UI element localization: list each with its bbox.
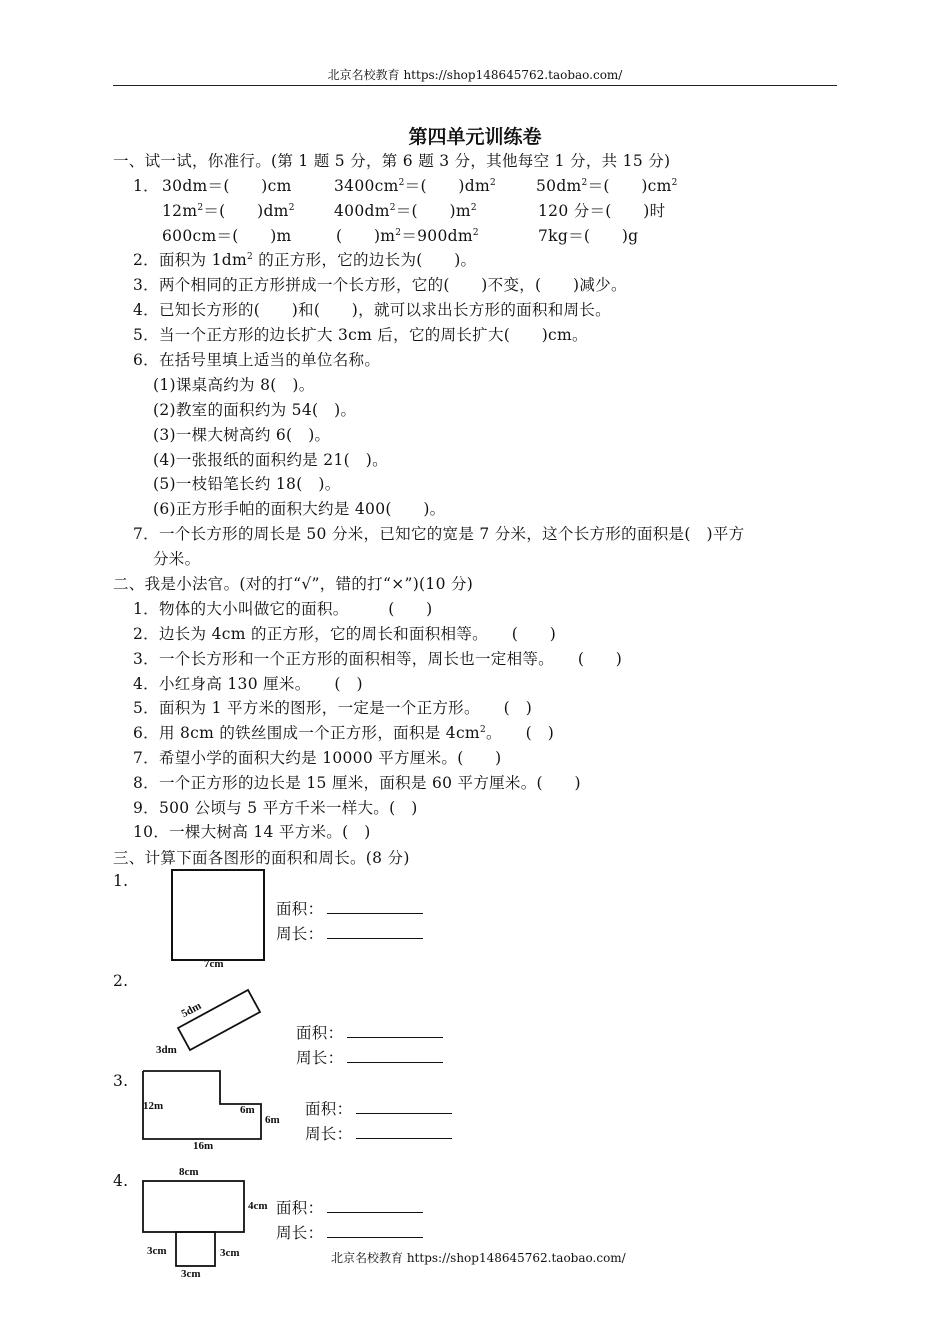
fig4-perimeter: 周长： (276, 1221, 423, 1243)
fig1-area (276, 897, 423, 919)
q6-item-6: (6)正方形手帕的面积大约是 400( )。 (153, 500, 446, 518)
q7-line1: 7．一个长方形的周长是 50 分米，已知它的宽是 7 分米，这个长方形的面积是( )平方 (133, 525, 745, 543)
area-label: 面积： (276, 900, 324, 918)
section3-heading: 三、计算下面各图形的面积和周长。(8 分) (113, 849, 410, 867)
q1-r3-c1: 600cm＝( )m (162, 227, 292, 245)
s2-item-1: 1．物体的大小叫做它的面积。 ( ) (133, 600, 433, 618)
fig2-perimeter: 周长： (296, 1046, 443, 1068)
q1-r1-c2: $3400cm^2=$( )$dm^2$ (334, 177, 497, 195)
q1-label: 1． (133, 177, 159, 195)
q1-r1-c1: 30dm＝( )cm (162, 177, 292, 195)
fig2-area: 面积： (296, 1021, 443, 1043)
fig3-inner-label: 6m (240, 1104, 255, 1116)
q6: 6．在括号里填上适当的单位名称。 (133, 351, 381, 369)
fig3-number: 3. (113, 1072, 129, 1090)
fig1-perimeter-blank[interactable] (327, 924, 423, 939)
fig1-number: 1. (113, 872, 129, 890)
s2-item-6: 6．用 8cm 的铁丝围成一个正方形，面积是 $4cm^2$。 ( ) (133, 724, 555, 742)
fig1-area-blank[interactable] (327, 899, 423, 914)
section1-heading: 一、试一试，你准行。(第 1 题 5 分，第 6 题 3 分，其他每空 1 分，共 15 分) (113, 152, 671, 170)
fig4-area: 面积： (276, 1196, 423, 1218)
q6-item-1: (1)课桌高约为 8( )。 (153, 376, 315, 394)
fig4-perimeter-blank[interactable] (327, 1223, 423, 1238)
section2-heading: 二、我是小法官。(对的打“√”，错的打“×”)(10 分) (113, 575, 474, 593)
fig2-long-label: 5dm (179, 999, 204, 1021)
fig4-small-bottom-label: 3cm (181, 1268, 201, 1280)
q6-item-3: (3)一棵大树高约 6( )。 (153, 426, 331, 444)
fig4-small-right-label: 3cm (220, 1247, 240, 1259)
fig1-dim-label: 7cm (204, 958, 224, 970)
fig1-square (171, 869, 265, 961)
q7-line2: 分米。 (153, 550, 201, 568)
fig4-number: 4. (113, 1172, 129, 1190)
s2-item-2: 2．边长为 4cm 的正方形，它的周长和面积相等。 ( ) (133, 625, 557, 643)
q6-item-5: (5)一枝铅笔长约 18( )。 (153, 475, 341, 493)
s2-item-10: 10．一棵大树高 14 平方米。( ) (133, 823, 371, 841)
perimeter-label: 周长： (276, 925, 324, 943)
fig3-area: 面积： (305, 1097, 452, 1119)
q1-r1-c3: $50dm^2=$( )$cm^2$ (536, 177, 678, 195)
q1-r2-c3: 120 分＝( )时 (538, 202, 666, 220)
fig4-area-blank[interactable] (327, 1198, 423, 1213)
q4: 4．已知长方形的( )和( )，就可以求出长方形的面积和周长。 (133, 301, 611, 319)
fig4-small-left-label: 3cm (147, 1245, 167, 1257)
fig3-left-label: 12m (143, 1100, 164, 1112)
fig1-perimeter (276, 922, 423, 944)
fig2-number: 2. (113, 972, 129, 990)
q1-r2-c2: $400dm^2=$( )$m^2$ (334, 202, 477, 220)
fig3-bottom-label: 16m (193, 1140, 214, 1152)
s2-item-3: 3．一个长方形和一个正方形的面积相等，周长也一定相等。 ( ) (133, 650, 623, 668)
fig2-area-blank[interactable] (347, 1023, 443, 1038)
page-title: 第四单元训练卷 (408, 126, 542, 148)
fig2-short-label: 3dm (156, 1044, 177, 1056)
q2: 2．面积为 $1dm^2$ 的正方形，它的边长为( )。 (133, 251, 477, 269)
q1-r2-c1: $12m^2=$( )$dm^2$ (162, 202, 295, 220)
q1-r3-c2: ( )$m^2=900dm^2$ (336, 227, 479, 245)
q6-item-2: (2)教室的面积约为 54( )。 (153, 401, 357, 419)
s2-item-5: 5．面积为 1 平方米的图形，一定是一个正方形。 ( ) (133, 699, 533, 717)
header-rule (113, 85, 837, 86)
fig3-area-blank[interactable] (356, 1099, 452, 1114)
q5: 5．当一个正方形的边长扩大 3cm 后，它的周长扩大( )cm。 (133, 326, 588, 344)
fig4-top-label: 8cm (179, 1166, 199, 1178)
fig3-perimeter: 周长： (305, 1122, 452, 1144)
fig2-perimeter-blank[interactable] (347, 1048, 443, 1063)
footer-text: 北京名校教育 https://shop148645762.taobao.com/ (331, 1251, 626, 1265)
s2-item-8: 8．一个正方形的边长是 15 厘米，面积是 60 平方厘米。( ) (133, 774, 581, 792)
fig4-right-label: 4cm (248, 1200, 268, 1212)
s2-item-9: 9．500 公顷与 5 平方千米一样大。( ) (133, 799, 418, 817)
q1-r3-c3: 7kg＝( )g (538, 227, 639, 245)
q3: 3．两个相同的正方形拼成一个长方形，它的( )不变，( )减少。 (133, 276, 627, 294)
header-text: 北京名校教育 https://shop148645762.taobao.com/ (327, 68, 623, 82)
fig3-perimeter-blank[interactable] (356, 1124, 452, 1139)
fig3-right-label: 6m (265, 1114, 280, 1126)
q6-item-4: (4)一张报纸的面积约是 21( )。 (153, 451, 388, 469)
s2-item-4: 4．小红身高 130 厘米。 ( ) (133, 675, 363, 693)
s2-item-7: 7．希望小学的面积大约是 10000 平方厘米。( ) (133, 749, 502, 767)
